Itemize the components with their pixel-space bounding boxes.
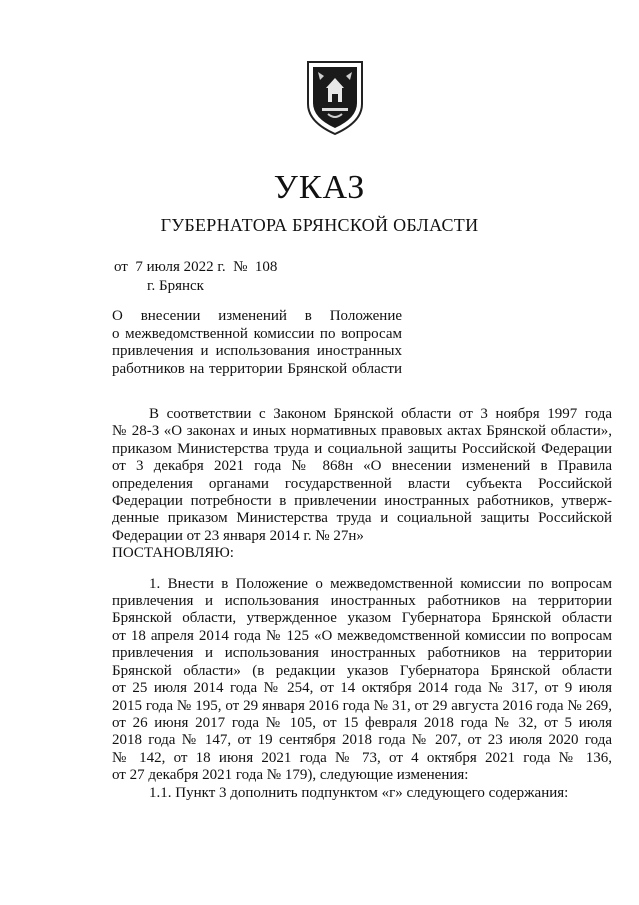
item1-line: от 26 июня 2017 года № 105, от 15 февраля 2018 года № 32, от 5 июля bbox=[112, 714, 612, 731]
item1-line: Брянской области, утвержденное указом Губернатора Брянской области bbox=[112, 610, 612, 627]
item1-line: № 142, от 18 июня 2021 года № 73, от 4 октября 2021 года № 136, bbox=[112, 749, 612, 766]
preamble-line: № 28-З «О законах и иных нормативных правовых актах Брянской области», bbox=[112, 423, 612, 440]
preamble-line: В соответствии с Законом Брянской области от 3 ноября 1997 года bbox=[149, 406, 612, 422]
subject-line: работников на территории Брянской области bbox=[112, 360, 402, 377]
decree-word: ПОСТАНОВЛЯЮ: bbox=[112, 545, 234, 562]
preamble-line: денные приказом Министерства труда и социальной защиты Российской bbox=[112, 510, 612, 527]
subject-line: о межведомственной комиссии по вопросам bbox=[112, 325, 402, 342]
subject-line: О внесении изменений в Положение bbox=[112, 308, 402, 324]
document-city: г. Брянск bbox=[147, 278, 204, 294]
item1-line: от 18 апреля 2014 года № 125 «О межведомственной комиссии по вопросам bbox=[112, 627, 612, 644]
document-title: УКАЗ bbox=[273, 169, 366, 206]
item1-line: от 27 декабря 2021 года № 179), следующие изменения: bbox=[112, 767, 469, 784]
coat-of-arms-icon bbox=[306, 58, 364, 136]
item1-line: 1. Внести в Положение о межведомственной комиссии по вопросам bbox=[149, 575, 612, 592]
document-issuer: ГУБЕРНАТОРА БРЯНСКОЙ ОБЛАСТИ bbox=[160, 215, 479, 235]
item1-line: от 25 июля 2014 года № 254, от 14 октября 2014 года № 317, от 9 июля bbox=[112, 680, 612, 697]
preamble-line: Федерации потребности в привлечении иностранных работников, утверж- bbox=[112, 493, 612, 510]
preamble-line: определения органами государственной власти субъекта Российской bbox=[112, 475, 612, 492]
document-date-number: от 7 июля 2022 г. № 108 bbox=[114, 259, 278, 275]
preamble-line: Федерации от 23 января 2014 г. № 27н» bbox=[112, 527, 364, 544]
preamble-line: от 3 декабря 2021 года № 868н «О внесении изменений в Правила bbox=[112, 458, 612, 475]
item1-line: 2015 года № 195, от 29 января 2016 года № 31, от 29 августа 2016 года № 269, bbox=[112, 697, 612, 714]
item1-1-line: 1.1. Пункт 3 дополнить подпунктом «г» следующего содержания: bbox=[149, 784, 569, 801]
item1-line: привлечения и использования иностранных работников на территории bbox=[112, 593, 612, 610]
document-body bbox=[112, 406, 612, 802]
item1-line: Брянской области» (в редакции указов Губернатора Брянской области bbox=[112, 662, 612, 679]
item1-line: привлечения и использования иностранных работников на территории bbox=[112, 645, 612, 662]
item1-line: 2018 года № 147, от 19 сентября 2018 года № 207, от 23 июля 2020 года bbox=[112, 732, 612, 749]
preamble-line: приказом Министерства труда и социальной защиты Российской Федерации bbox=[112, 440, 612, 457]
document-subject bbox=[112, 308, 402, 378]
subject-line: привлечения и использования иностранных bbox=[112, 343, 402, 359]
